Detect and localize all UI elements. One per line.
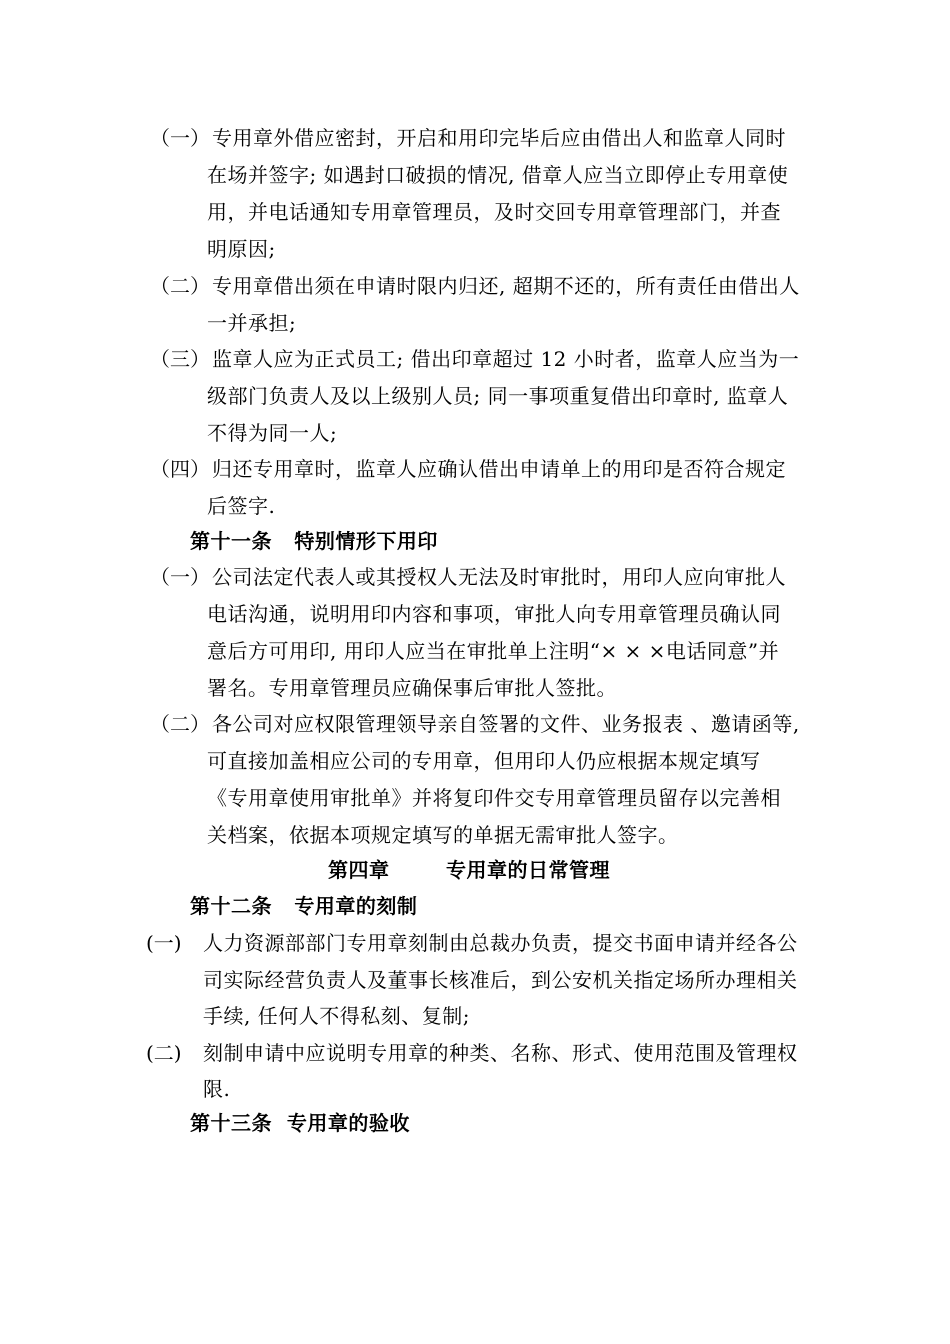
clause-line: 专用章借出须在申请时限内归还, 超期不还的，所有责任由借出人 [212,274,800,298]
article-heading: 第十三条 专用章的验收 [190,1111,410,1135]
clause-line: 限. [203,1077,231,1101]
clause-line: 各公司对应权限管理领导亲自签署的文件、业务报表 、邀请函等, [212,712,800,736]
clause-marker: （四） [150,457,210,481]
clause-line: 用，并电话通知专用章管理员，及时交回专用章管理部门，并查 [207,200,781,224]
clause-marker: （一） [150,565,210,589]
clause-line: 明原因; [207,237,276,261]
clause-line: 关档案，依据本项规定填写的单据无需审批人签字。 [207,823,679,847]
clause-line: 公司法定代表人或其授权人无法及时审批时，用印人应向审批人 [212,565,786,589]
clause-line: 归还专用章时，监章人应确认借出申请单上的用印是否符合规定 [212,457,786,481]
clause-line: 《专用章使用审批单》并将复印件交专用章管理员留存以完善相 [207,786,781,810]
clause-line: 监章人应为正式员工; 借出印章超过 12 小时者，监章人应当为一 [212,347,800,371]
clause-marker: (一) [146,931,182,955]
clause-line: 署名。专用章管理员应确保事后审批人签批。 [207,676,617,700]
chapter-label: 第四章 [328,858,390,882]
chapter-title: 专用章的日常管理 [446,858,610,882]
article-heading: 第十一条 特别情形下用印 [190,529,438,553]
clause-line: 后签字. [207,494,276,518]
clause-line: 电话沟通，说明用印内容和事项，审批人向专用章管理员确认同 [207,602,781,626]
clause-marker: （三） [150,347,210,371]
clause-line: 意后方可用印, 用印人应当在审批单上注明“× × ×电话同意”并 [207,639,780,663]
clause-line: 级部门负责人及以上级别人员; 同一事项重复借出印章时, 监章人 [207,384,789,408]
clause-line: 司实际经营负责人及董事长核准后，到公安机关指定场所办理相关 [203,968,798,992]
clause-line: 专用章外借应密封，开启和用印完毕后应由借出人和监章人同时 [212,126,786,150]
clause-line: 不得为同一人; [207,421,338,445]
clause-marker: （二） [150,274,210,298]
clause-line: 刻制申请中应说明专用章的种类、名称、形式、使用范围及管理权 [203,1041,798,1065]
clause-line: 可直接加盖相应公司的专用章，但用印人仍应根据本规定填写 [207,749,761,773]
clause-marker: （一） [150,126,210,150]
clause-line: 在场并签字; 如遇封口破损的情况, 借章人应当立即停止专用章使 [207,163,789,187]
clause-line: 人力资源部部门专用章刻制由总裁办负责，提交书面申请并经各公 [203,931,798,955]
clause-line: 手续, 任何人不得私刻、复制; [203,1004,470,1028]
clause-marker: (二) [146,1041,182,1065]
article-heading: 第十二条 专用章的刻制 [190,894,418,918]
clause-marker: （二） [150,712,210,736]
clause-line: 一并承担; [207,311,297,335]
